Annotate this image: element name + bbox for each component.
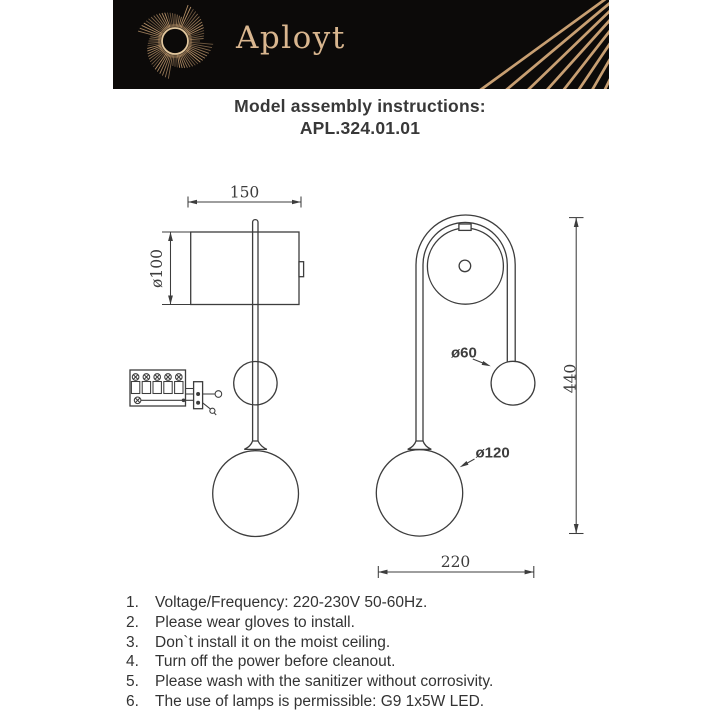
dim-label-150: 150 bbox=[229, 183, 260, 202]
instruction-item bbox=[0, 692, 720, 712]
instruction-number: 3. bbox=[126, 633, 139, 651]
instruction-number: 5. bbox=[126, 673, 139, 691]
shade-center-hole bbox=[459, 260, 471, 272]
instructions-list bbox=[0, 593, 720, 712]
side-view-drawing bbox=[130, 184, 304, 537]
instruction-text: Turn off the power before cleanout. bbox=[155, 653, 396, 671]
instruction-number: 1. bbox=[126, 594, 139, 611]
dim-globe-diameter-120 bbox=[460, 445, 510, 468]
instruction-item bbox=[0, 613, 720, 633]
dim-label-440: 440 bbox=[561, 363, 580, 394]
model-number: APL.324.01.01 bbox=[299, 118, 421, 138]
instruction-number: 6. bbox=[126, 692, 139, 710]
ball-joint-front bbox=[491, 361, 535, 405]
globe-front bbox=[376, 450, 462, 536]
ball-joint-side bbox=[234, 362, 277, 405]
instruction-number: 2. bbox=[126, 613, 139, 631]
instruction-item bbox=[0, 593, 720, 613]
dim-width-220 bbox=[378, 553, 534, 578]
brand-name: Aployt bbox=[236, 20, 346, 56]
instruction-text: Please wash with the sanitizer without corrosivity. bbox=[155, 673, 494, 691]
instruction-text: The use of lamps is permissible: G9 1x5W LED. bbox=[155, 692, 485, 710]
instruction-number: 4. bbox=[126, 653, 139, 671]
dim-label-o120: ø120 bbox=[475, 444, 510, 462]
instruction-item bbox=[0, 633, 720, 653]
dim-shade-diameter-100 bbox=[148, 232, 191, 305]
dim-ball-diameter-60 bbox=[451, 345, 491, 367]
dim-height-440 bbox=[562, 218, 584, 534]
instruction-item bbox=[0, 672, 720, 692]
page-title: Model assembly instructions: bbox=[234, 96, 486, 116]
dim-width-150 bbox=[188, 184, 301, 208]
dim-label-220: 220 bbox=[440, 553, 471, 571]
socket-side bbox=[244, 441, 267, 449]
dim-label-o60: ø60 bbox=[451, 344, 477, 362]
instruction-text: Voltage/Frequency: 220-230V 50-60Hz. bbox=[155, 594, 428, 611]
instruction-text: Please wear gloves to install. bbox=[155, 613, 355, 631]
instruction-text: Don`t install it on the moist ceiling. bbox=[155, 633, 391, 651]
socket-front bbox=[408, 441, 432, 449]
front-view-drawing bbox=[376, 215, 583, 578]
switch-knob bbox=[299, 262, 304, 277]
shade-side bbox=[191, 232, 299, 305]
instruction-item bbox=[0, 652, 720, 672]
shade-tab bbox=[459, 224, 471, 230]
globe-side bbox=[213, 451, 299, 537]
dim-label-o100: ø100 bbox=[148, 249, 166, 288]
terminal-block-diagram bbox=[130, 370, 222, 415]
